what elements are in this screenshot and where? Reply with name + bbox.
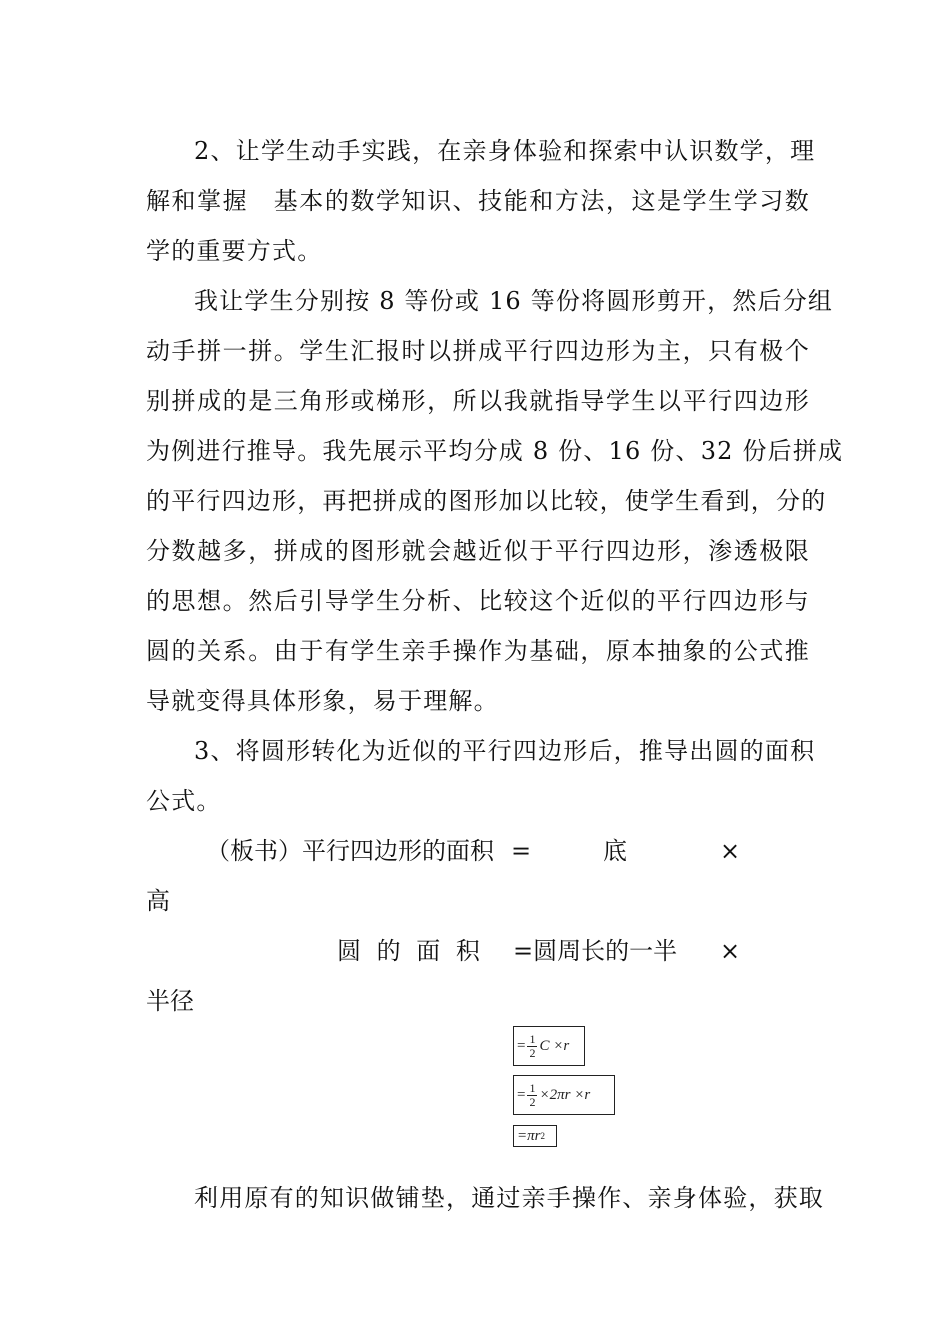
paragraph-3-line-5: 的平行四边形，再把拼成的图形加以比较，使学生看到，分的 — [146, 487, 827, 515]
formula-1-equals: = — [517, 1037, 526, 1054]
paragraph-2-line-2: 解和掌握 基本的数学知识、技能和方法，这是学生学习数 — [146, 187, 810, 215]
paragraph-3-line-3: 别拼成的是三角形或梯形，所以我就指导学生以平行四边形 — [146, 387, 810, 415]
paragraph-2-line-1: 2、让学生动手实践，在亲身体验和探索中认识数学，理 — [194, 137, 816, 165]
paragraph-3-line-6: 分数越多，拼成的图形就会越近似于平行四边形，渗透极限 — [146, 537, 810, 565]
paragraph-3-line-9: 导就变得具体形象，易于理解。 — [146, 687, 499, 715]
board-row2-radius: 半径 — [146, 987, 194, 1015]
paragraph-2-line-3: 学的重要方式。 — [146, 237, 323, 265]
paragraph-5-line-1: 利用原有的知识做铺垫，通过亲手操作、亲身体验，获取 — [194, 1184, 824, 1212]
board-row2-equation: =圆周长的一半 — [513, 937, 678, 965]
board-row1-label: （板书）平行四边形的面积 — [206, 837, 494, 865]
paragraph-4-line-2: 公式。 — [146, 787, 222, 815]
formula-3-body: =πr — [517, 1127, 541, 1144]
paragraph-3-line-8: 圆的关系。由于有学生亲手操作为基础，原本抽象的公式推 — [146, 637, 810, 665]
formula-2-rest: ×2πr ×r — [539, 1086, 591, 1103]
formula-2-numerator: 1 — [529, 1080, 536, 1095]
formula-box-1 — [513, 1026, 585, 1066]
formula-2-denominator: 2 — [529, 1094, 536, 1109]
formula-1-denominator: 2 — [529, 1045, 536, 1060]
formula-box-3 — [513, 1125, 557, 1147]
paragraph-3-line-4: 为例进行推导。我先展示平均分成 8 份、16 份、32 份后拼成 — [146, 437, 844, 465]
formula-1-rest: C ×r — [539, 1037, 570, 1054]
board-row1-height: 高 — [146, 887, 170, 915]
board-row1-times: × — [720, 837, 741, 865]
board-row1-equals: = — [511, 837, 532, 865]
paragraph-4-line-1: 3、将圆形转化为近似的平行四边形后，推导出圆的面积 — [194, 737, 816, 765]
formula-3-exponent: 2 — [540, 1131, 545, 1141]
formula-2-equals: = — [517, 1086, 526, 1103]
formula-2-fraction — [527, 1082, 537, 1109]
formula-box-2 — [513, 1075, 615, 1115]
paragraph-3-line-7: 的思想。然后引导学生分析、比较这个近似的平行四边形与 — [146, 587, 810, 615]
formula-1-numerator: 1 — [529, 1031, 536, 1046]
board-row2-label: 圆 的 面 积 — [337, 937, 484, 965]
formula-1-fraction — [527, 1033, 537, 1060]
board-row2-times: × — [720, 937, 741, 965]
board-row1-base: 底 — [603, 837, 627, 865]
paragraph-3-line-2: 动手拼一拼。学生汇报时以拼成平行四边形为主，只有极个 — [146, 337, 810, 365]
paragraph-3-line-1: 我让学生分别按 8 等份或 16 等份将圆形剪开，然后分组 — [194, 287, 834, 315]
